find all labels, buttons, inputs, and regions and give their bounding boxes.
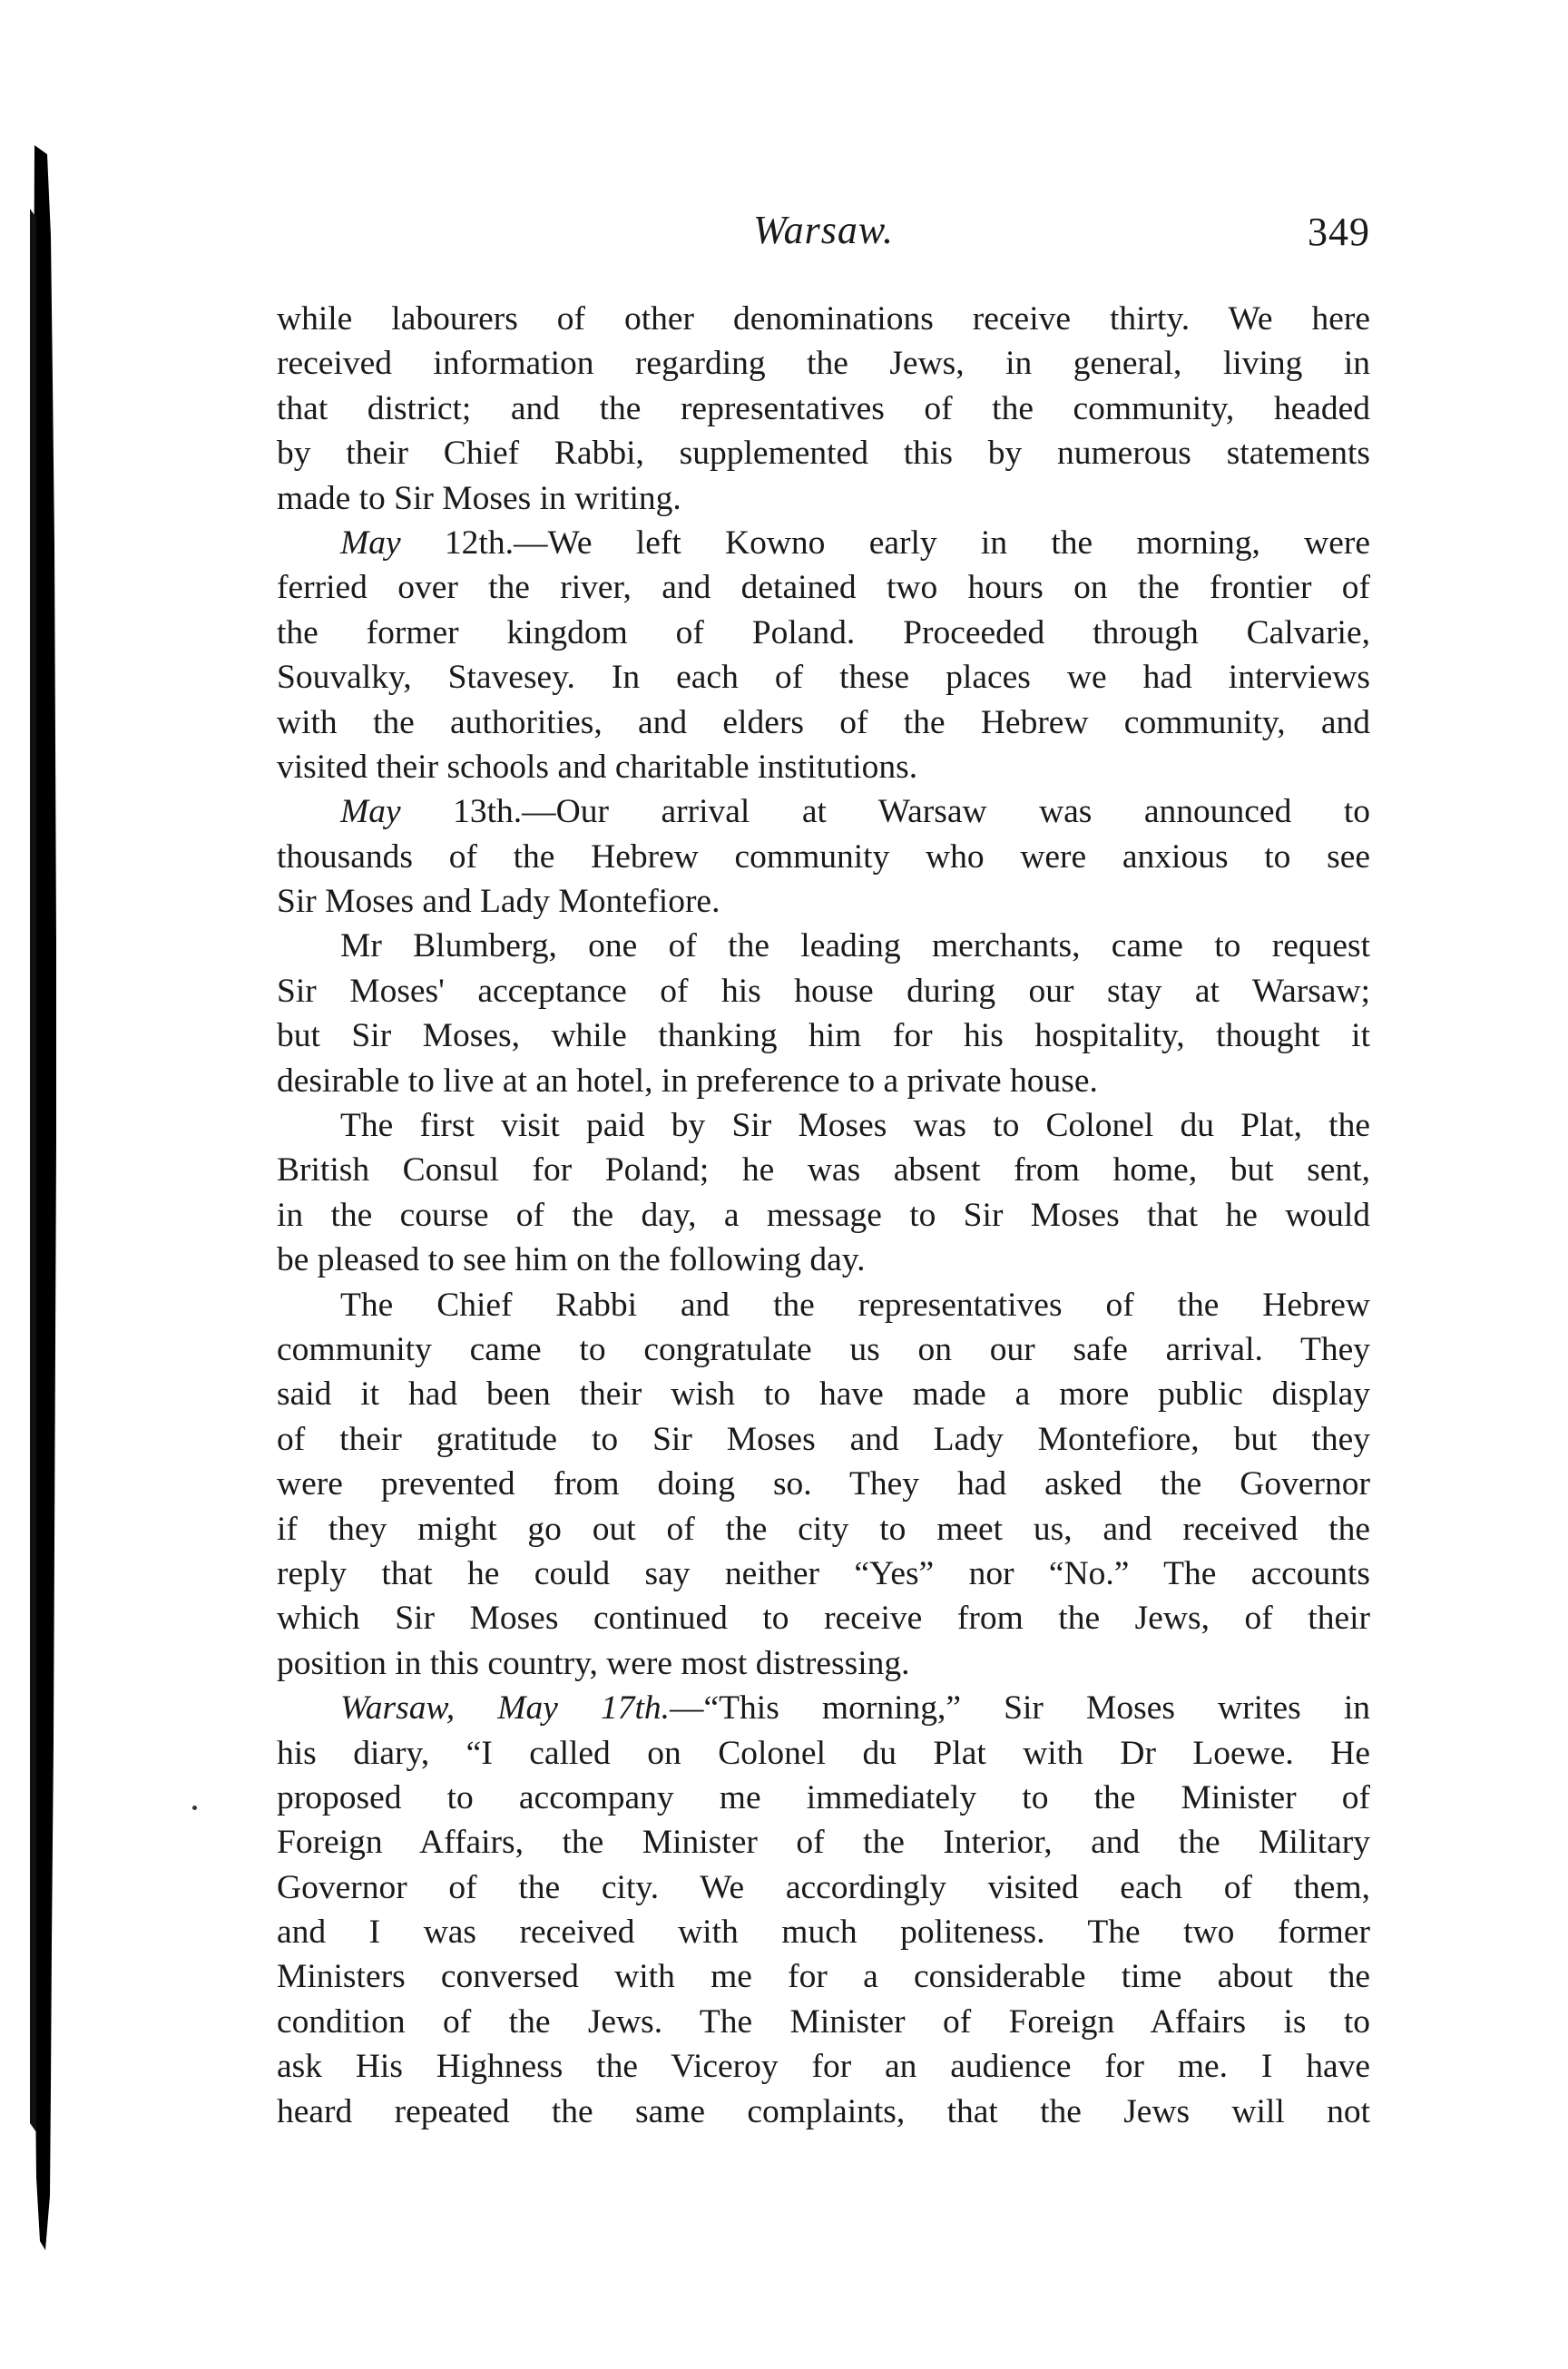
text-line: and I was received with much politeness. The two former [277, 1914, 1370, 1952]
text-line: heard repeated the same complaints, that the Jews will not [277, 2092, 1370, 2130]
text-line-with-date [277, 1686, 1370, 1730]
running-head: Warsaw. [753, 208, 894, 252]
text-line-remainder: —“This morning,” Sir Moses writes in [670, 1689, 1370, 1728]
text-line: said it had been their wish to have made a more public display [277, 1375, 1370, 1414]
text-line: community came to congratulate us on our safe arrival. They [277, 1330, 1370, 1368]
text-line: Sir Moses' acceptance of his house during our stay at Warsaw; [277, 972, 1370, 1010]
text-line: his diary, “I called on Colonel du Plat with Dr Loewe. He [277, 1734, 1370, 1772]
text-line: proposed to accompany me immediately to the Minister of [277, 1778, 1370, 1816]
text-line: ferried over the river, and detained two hours on the frontier of [277, 569, 1370, 607]
date-may: May [340, 524, 401, 562]
text-line: Sir Moses and Lady Montefiore. [277, 883, 720, 921]
text-line: The first visit paid by Sir Moses was to Colonel du Plat, the [340, 1107, 1370, 1145]
text-line: position in this country, were most distressing. [277, 1644, 910, 1682]
text-line-with-date [277, 521, 1370, 565]
text-line: Ministers conversed with me for a considerable time about the [277, 1958, 1370, 1996]
scan-binding-shadow [0, 0, 64, 2369]
text-line: visited their schools and charitable institutions. [277, 748, 918, 786]
text-line: ask His Highness the Viceroy for an audience for me. I have [277, 2048, 1370, 2086]
page-header [277, 207, 1370, 270]
body-text [277, 297, 1370, 2134]
text-line-remainder: 12th.—We left Kowno early in the morning, were [444, 524, 1370, 562]
text-line: in the course of the day, a message to Sir Moses that he would [277, 1196, 1370, 1234]
text-line: Souvalky, Stavesey. In each of these places we had interviews [277, 659, 1370, 697]
date-warsaw-may-17: Warsaw, May 17th. [340, 1689, 670, 1728]
text-line: The Chief Rabbi and the representatives of the Hebrew [340, 1286, 1370, 1324]
text-line: Mr Blumberg, one of the leading merchants, came to request [340, 927, 1370, 965]
text-line: thousands of the Hebrew community who were anxious to see [277, 837, 1370, 876]
text-line: Governor of the city. We accordingly visited each of them, [277, 1868, 1370, 1906]
text-line: made to Sir Moses in writing. [277, 479, 681, 517]
text-line-with-date [277, 789, 1370, 834]
date-may-13: May [340, 793, 401, 831]
text-line: by their Chief Rabbi, supplemented this by numerous statements [277, 435, 1370, 473]
text-line: with the authorities, and elders of the Hebrew community, and [277, 703, 1370, 741]
text-line: while labourers of other denominations receive thirty. We here [277, 300, 1370, 338]
text-line: condition of the Jews. The Minister of Foreign Affairs is to [277, 2002, 1370, 2041]
text-line: that district; and the representatives of the community, headed [277, 389, 1370, 427]
text-line: Foreign Affairs, the Minister of the Interior, and the Military [277, 1824, 1370, 1862]
text-line: be pleased to see him on the following day. [277, 1241, 866, 1279]
text-line: if they might go out of the city to meet us, and received the [277, 1510, 1370, 1548]
margin-speck [192, 1806, 197, 1810]
text-line: British Consul for Poland; he was absent from home, but sent, [277, 1151, 1370, 1189]
text-line: received information regarding the Jews, in general, living in [277, 345, 1370, 383]
text-line: the former kingdom of Poland. Proceeded through Calvarie, [277, 613, 1370, 651]
page-number: 349 [1308, 210, 1370, 254]
text-line: desirable to live at an hotel, in preference to a private house. [277, 1062, 1098, 1100]
text-line: which Sir Moses continued to receive from the Jews, of their [277, 1600, 1370, 1638]
text-line: but Sir Moses, while thanking him for his hospitality, thought it [277, 1017, 1370, 1055]
text-line: of their gratitude to Sir Moses and Lady Montefiore, but they [277, 1420, 1370, 1458]
text-line: reply that he could say neither “Yes” nor “No.” The accounts [277, 1554, 1370, 1592]
text-line: were prevented from doing so. They had asked the Governor [277, 1465, 1370, 1503]
text-line-remainder: 13th.—Our arrival at Warsaw was announced to [453, 793, 1370, 831]
